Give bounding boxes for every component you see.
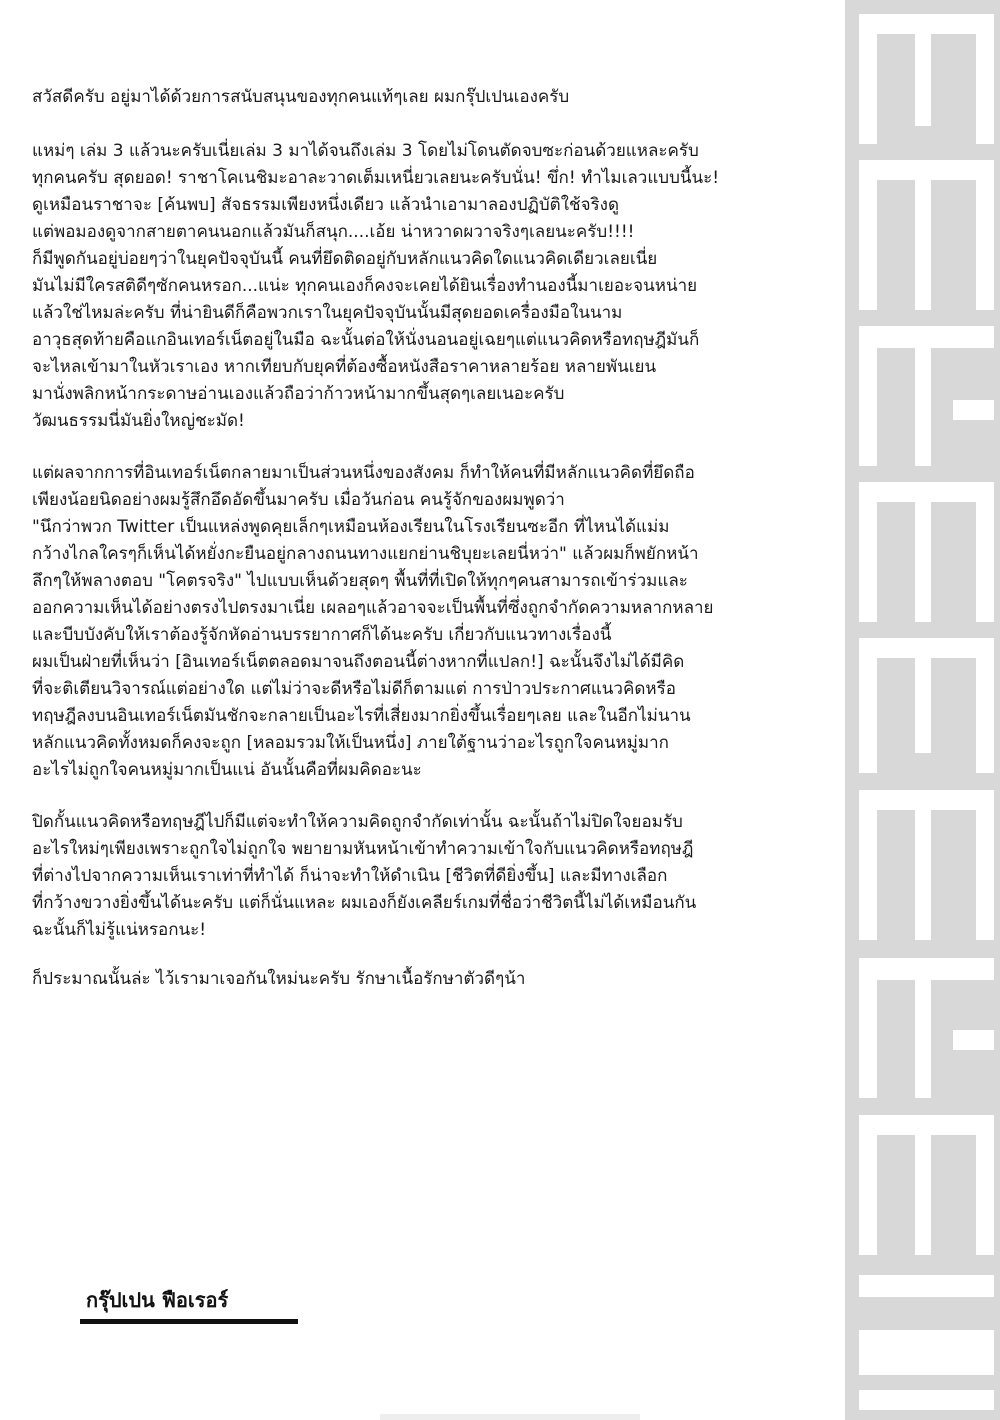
text-line: ปิดกั้นแนวคิดหรือทฤษฎีไปก็มีแต่จะทำให้ความคิดถูกจำกัดเท่านั้น ฉะนั้นถ้าไม่ปิดใจยอมรับ: [32, 812, 683, 832]
text-line: และบีบบังคับให้เราต้องรู้จักหัดอ่านบรรยากาศก็ได้นะครับ เกี่ยวกับแนวทางเรื่องนี้: [32, 625, 612, 645]
paragraph-greeting: [32, 84, 844, 111]
banner-letter-w2: [859, 638, 994, 658]
banner-letter-r2: [859, 958, 994, 980]
banner-exclamation: [859, 1275, 994, 1297]
side-banner-wareware: [845, 0, 1000, 1420]
text-line: ที่จะติเตียนวิจารณ์แต่อย่างใด แต่ไม่ว่าจะดีหรือไม่ดีก็ตามแต่ การป่าวประกาศแนวคิดหรือ: [32, 679, 676, 699]
banner-letter-w: [859, 14, 994, 34]
banner-lettering: [845, 0, 1000, 1420]
paragraph-open-mind: [32, 809, 844, 944]
text-line: อาวุธสุดท้ายคือแกอินเทอร์เน็ตอยู่ในมือ ฉะนั้นต่อให้นั่งนอนอยู่เฉยๆแต่แนวคิดหรือทฤษฎีมันก็: [32, 330, 700, 350]
text-line: ดูเหมือนราชาจะ [ค้นพบ] สัจธรรมเพียงหนึ่งเดียว แล้วนำเอามาลองปฏิบัติใช้จริงดู: [32, 195, 619, 215]
text-line: อะไรไม่ถูกใจคนหมู่มากเป็นแน่ อันนั้นคือที่ผมคิดอะนะ: [32, 760, 422, 780]
banner-letter-a2: [859, 790, 877, 940]
paragraph-internet: [32, 460, 844, 784]
text-line: อะไรใหม่ๆเพียงเพราะถูกใจไม่ถูกใจ พยายามหันหน้าเข้าทำความเข้าใจกับแนวคิดหรือทฤษฎี: [32, 839, 694, 859]
text-line: ฉะนั้นก็ไม่รู้แน่หรอกนะ!: [32, 920, 207, 940]
text-line: ออกความเห็นได้อย่างตรงไปตรงมาเนี่ย เผลอๆแล้วอาจจะเป็นพื้นที่ซึ่งถูกจำกัดความหลากหลาย: [32, 598, 714, 618]
afterword-text: [32, 84, 844, 993]
banner-letter-e: [859, 482, 994, 502]
text-line: จะไหลเข้ามาในหัวเราเอง หากเทียบกับยุคที่ต้องซื้อหนังสือราคาหลายร้อย หลายพันเยน: [32, 357, 657, 377]
banner-letter-r: [859, 326, 994, 348]
text-line: ผมเป็นฝ่ายที่เห็นว่า [อินเทอร์เน็ตตลอดมาจนถึงตอนนี้ต่างหากที่แปลก!] ฉะนั้นจึงไม่ได้มีคิด: [32, 652, 685, 672]
text-line: ทฤษฎีลงบนอินเทอร์เน็ตมันชักจะกลายเป็นอะไรที่เสี่ยงมากยิ่งขึ้นเรื่อยๆเลย และในอีกไม่นาน: [32, 706, 691, 726]
text-line: สวัสดีครับ อยู่มาได้ด้วยการสนับสนุนของทุกคนแท้ๆเลย ผมกรุ๊ปเปนเองครับ: [32, 87, 570, 107]
paragraph-closing: [32, 966, 844, 993]
paragraph-volume-three: [32, 138, 844, 435]
text-line: แต่ผลจากการที่อินเทอร์เน็ตกลายมาเป็นส่วนหนึ่งของสังคม ก็ทำให้คนที่มีหลักแนวคิดที่ยึดถือ: [32, 463, 695, 483]
text-line: เพียงน้อยนิดอย่างผมรู้สึกอึดอัดขึ้นมาครับ เมื่อวันก่อน คนรู้จักของผมพูดว่า: [32, 490, 565, 510]
banner-letter-e2: [859, 1115, 994, 1135]
text-line: แต่พอมองดูจากสายตาคนนอกแล้วมันก็สนุก....เอ้ย น่าหวาดผวาจริงๆเลยนะครับ!!!!: [32, 222, 635, 242]
text-line: มานั่งพลิกหน้ากระดาษอ่านเองแล้วถือว่าก้าวหน้ามากขึ้นสุดๆเลยเนอะครับ: [32, 384, 565, 404]
text-line: วัฒนธรรมนี่มันยิ่งใหญ่ชะมัด!: [32, 411, 245, 431]
signature-block: [80, 1283, 300, 1324]
text-line: หลักแนวคิดทั้งหมดก็คงจะถูก [หลอมรวมให้เป็นหนึ่ง] ภายใต้ฐานว่าอะไรถูกใจคนหมู่มาก: [32, 733, 669, 753]
text-line: ก็ประมาณนั้นล่ะ ไว้เรามาเจอกันใหม่นะครับ รักษาเนื้อรักษาตัวดีๆน้า: [32, 969, 526, 989]
text-line: ที่กว้างขวางยิ่งขึ้นได้นะครับ แต่ก็นั่นแหละ ผมเองก็ยังเคลียร์เกมที่ชื่อว่าชีวิตนี้ไม่ได้เหมือนกัน: [32, 893, 697, 913]
text-line: "นึกว่าพวก Twitter เป็นแหล่งพูดคุยเล็กๆเหมือนห้องเรียนในโรงเรียนซะอีก ที่ไหนได้แม่ม: [32, 517, 670, 537]
text-line: แล้วใช่ไหมล่ะครับ ที่น่ายินดีก็คือพวกเราในยุคปัจจุบันนั้นมีสุดยอดเครื่องมือในนาม: [32, 303, 623, 323]
text-line: กว้างไกลใครๆก็เห็นได้หยั่งกะยืนอยู่กลางถนนทางแยกย่านชิบุยะเลยนี่หว่า" แล้วผมก็พยักหน้า: [32, 544, 699, 564]
banner-letter-a: [859, 160, 877, 310]
text-line: ที่ต่างไปจากความเห็นเราเท่าที่ทำได้ ก็น่าจะทำให้ดำเนิน [ชีวิตที่ดียิ่งขึ้น] และมีทางเลือก: [32, 866, 668, 886]
page-edge-strip: [380, 1414, 640, 1420]
author-signature: กรุ๊ปเปน ฟือเรอร์: [86, 1288, 229, 1312]
text-line: มันไม่มีใครสติดีๆซักคนหรอก...แน่ะ ทุกคนเองก็คงจะเคยได้ยินเรื่องทำนองนี้มาเยอะจนหน่าย: [32, 276, 698, 296]
text-line: ลึกๆให้พลางตอบ "โคตรจริง" ไปแบบเห็นด้วยสุดๆ พื้นที่ที่เปิดให้ทุกๆคนสามารถเข้าร่วมและ: [32, 571, 688, 591]
text-line: ก็มีพูดกันอยู่บ่อยๆว่าในยุคปัจจุบันนี้ คนที่ยึดติดอยู่กับหลักแนวคิดใดแนวคิดเดียวเลยเนี่ย: [32, 249, 658, 269]
text-line: แหม่ๆ เล่ม 3 แล้วนะครับเนี่ยเล่ม 3 มาได้จนถึงเล่ม 3 โดยไม่โดนตัดจบซะก่อนด้วยแหละครับ: [32, 141, 699, 161]
signature-underline: [80, 1319, 298, 1324]
text-line: ทุกคนครับ สุดยอด! ราชาโคเนชิมะอาละวาดเต็มเหนี่ยวเลยนะครับนั่น! ขึ่ก! ทำไมเลวแบบนี้นะ!: [32, 168, 720, 188]
